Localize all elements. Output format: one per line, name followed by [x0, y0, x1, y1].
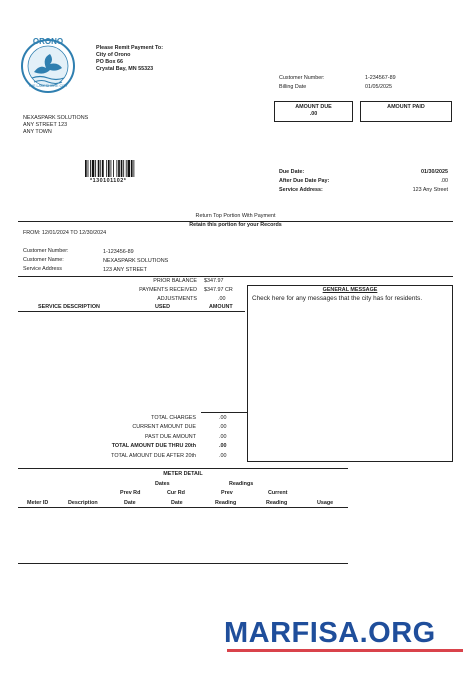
barcode-bar [100, 160, 101, 177]
barcode-bar [108, 160, 110, 177]
amount-paid-box[interactable] [360, 101, 452, 122]
address-line-1: NEXASPARK SOLUTIONS [23, 115, 89, 121]
col-amount: AMOUNT [209, 304, 233, 310]
amount-paid-label: AMOUNT PAID [387, 104, 425, 110]
col-prev-rd-2: Date [124, 500, 136, 506]
barcode-bar [85, 160, 87, 177]
col-meter-id: Meter ID [27, 500, 49, 506]
col-current-2: Reading [266, 500, 288, 506]
total-due-after-20-label: TOTAL AMOUNT DUE AFTER 20th [111, 453, 196, 459]
meter-header-rule [18, 507, 348, 508]
barcode-number: *130101102* [90, 178, 127, 184]
total-due-thru-20-label: TOTAL AMOUNT DUE THRU 20th [111, 443, 196, 449]
billing-date-label: Billing Date [279, 84, 307, 90]
barcode [85, 160, 153, 177]
record-customer-number-label: Customer Number: [23, 248, 69, 254]
payments-received-value: $347.97 CR [204, 287, 233, 293]
logo-name: ORONO [32, 37, 64, 46]
barcode-bar [90, 160, 91, 177]
barcode-bar [95, 160, 96, 177]
watermark-text: MARFISA.ORG [224, 617, 436, 649]
barcode-bar [116, 160, 117, 177]
barcode-bar [88, 160, 89, 177]
billing-date: 01/05/2025 [365, 84, 392, 90]
general-message-box [247, 285, 453, 462]
remit-heading: Please Remit Payment To: [96, 45, 164, 51]
address-line-2: ANY STREET 123 [23, 122, 68, 128]
divider-record [18, 276, 453, 277]
barcode-bar [92, 160, 95, 177]
col-cur-rd-2: Date [171, 500, 183, 506]
amount-due-value: .00 [309, 111, 318, 117]
total-charges-value: .00 [219, 415, 227, 421]
remit-line-1: City of Orono [96, 52, 131, 58]
prior-balance-value: $347.97 [204, 278, 224, 284]
barcode-bar [128, 160, 131, 177]
remit-line-2: PO Box 66 [96, 59, 123, 65]
col-prev-rd-1: Prev Rd [120, 490, 141, 496]
meter-detail-title: METER DETAIL [163, 471, 203, 477]
total-due-thru-20-value: .00 [219, 443, 227, 449]
meter-readings-label: Readings [229, 481, 254, 487]
barcode-bar [118, 160, 120, 177]
record-customer-name: NEXASPARK SOLUTIONS [103, 258, 169, 264]
after-due-value: .00 [440, 178, 448, 184]
service-header-rule [18, 311, 245, 312]
totals-rule [201, 412, 247, 413]
payments-received-label: PAYMENTS RECEIVED [139, 287, 197, 293]
current-amount-due-label: CURRENT AMOUNT DUE [132, 424, 196, 430]
barcode-bar [121, 160, 123, 177]
meter-top-rule [18, 468, 348, 469]
col-description: Description [68, 500, 98, 506]
retain-text: Retain this portion for your Records [189, 222, 282, 228]
prior-balance-label: PRIOR BALANCE [153, 278, 197, 284]
service-address-value: 123 Any Street [412, 187, 448, 193]
barcode-bar [113, 160, 114, 177]
col-current-1: Current [268, 490, 288, 496]
customer-number: 1-234567-89 [365, 75, 396, 81]
general-message-text: Check here for any messages that the city has for residents. [252, 295, 423, 302]
adjustments-value: .00 [218, 296, 226, 302]
barcode-bar [126, 160, 127, 177]
amount-due-label: AMOUNT DUE [295, 104, 332, 110]
service-address-label: Service Address: [279, 187, 323, 193]
address-line-3: ANY TOWN [23, 129, 52, 135]
billing-period: FROM: 12/01/2024 TO 12/30/2024 [23, 230, 107, 236]
past-due-amount-value: .00 [219, 434, 227, 440]
amount-due-box [274, 101, 353, 122]
total-due-after-20-value: .00 [219, 453, 227, 459]
watermark-underline [227, 649, 463, 652]
col-usage: Usage [317, 500, 334, 506]
barcode-bar [111, 160, 112, 177]
barcode-bar [123, 160, 124, 177]
general-message-title: GENERAL MESSAGE [322, 287, 378, 293]
barcode-bar [133, 160, 134, 177]
col-prev-1: Prev [221, 490, 233, 496]
past-due-amount-label: PAST DUE AMOUNT [144, 434, 196, 440]
col-used: USED [155, 304, 170, 310]
logo-tagline: THE LAKESHORE CITY [28, 84, 68, 88]
due-date: 01/30/2025 [421, 169, 448, 175]
return-top-text: Return Top Portion With Payment [195, 213, 276, 219]
remit-line-3: Crystal Bay, MN 55323 [96, 66, 154, 72]
col-prev-2: Reading [215, 500, 237, 506]
barcode-bar [131, 160, 133, 177]
total-charges-label: TOTAL CHARGES [151, 415, 196, 421]
col-service-description: SERVICE DESCRIPTION [38, 304, 100, 310]
after-due-label: After Due Date Pay: [279, 178, 330, 184]
current-amount-due-value: .00 [219, 424, 227, 430]
col-cur-rd-1: Cur Rd [167, 490, 185, 496]
barcode-bar [98, 160, 100, 177]
barcode-bar [102, 160, 104, 177]
meter-dates-label: Dates [155, 481, 170, 487]
customer-number-label: Customer Number: [279, 75, 325, 81]
record-customer-number: 1-123456-89 [103, 249, 134, 255]
barcode-bar [106, 160, 107, 177]
meter-bottom-rule [18, 563, 348, 564]
due-date-label: Due Date: [279, 169, 305, 175]
record-service-address-label: Service Address [23, 266, 62, 272]
record-service-address: 123 ANY STREET [103, 267, 147, 273]
adjustments-label: ADJUSTMENTS [157, 296, 197, 302]
record-customer-name-label: Customer Name: [23, 257, 64, 263]
